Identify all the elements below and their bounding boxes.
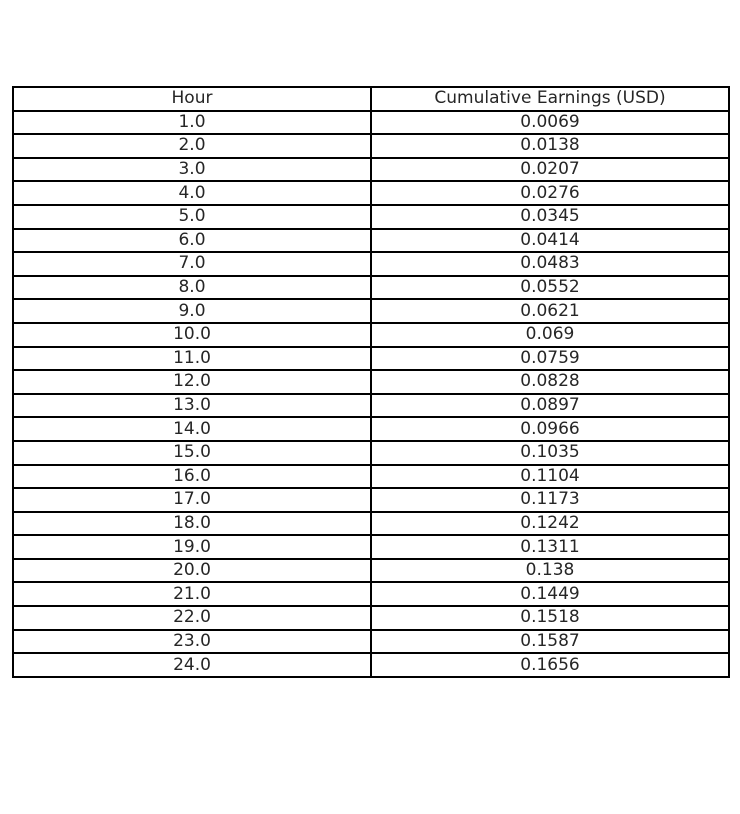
hour-cell: 13.0	[13, 394, 371, 418]
cumulative-earnings-cell: 0.0759	[371, 347, 729, 371]
cumulative-earnings-cell: 0.1449	[371, 582, 729, 606]
hour-cell: 16.0	[13, 465, 371, 489]
hour-cell: 24.0	[13, 653, 371, 677]
table-row	[13, 299, 729, 323]
table-header-row	[13, 87, 729, 111]
cumulative-earnings-cell: 0.1104	[371, 465, 729, 489]
cumulative-earnings-cell: 0.0207	[371, 158, 729, 182]
cumulative-earnings-cell: 0.0621	[371, 299, 729, 323]
hour-cell: 17.0	[13, 488, 371, 512]
hour-cell: 11.0	[13, 347, 371, 371]
cumulative-earnings-cell: 0.1242	[371, 512, 729, 536]
earnings-table	[12, 86, 730, 678]
table-row	[13, 276, 729, 300]
hour-cell: 1.0	[13, 111, 371, 135]
table-row	[13, 347, 729, 371]
cumulative-earnings-cell: 0.0966	[371, 417, 729, 441]
hour-cell: 4.0	[13, 181, 371, 205]
cumulative-earnings-cell: 0.1311	[371, 535, 729, 559]
cumulative-earnings-cell: 0.1656	[371, 653, 729, 677]
cumulative-earnings-cell: 0.1587	[371, 630, 729, 654]
table-row	[13, 606, 729, 630]
table-row	[13, 323, 729, 347]
column-header-cumulative-earnings: Cumulative Earnings (USD)	[371, 87, 729, 111]
table-row	[13, 512, 729, 536]
hour-cell: 8.0	[13, 276, 371, 300]
table-row	[13, 535, 729, 559]
cumulative-earnings-cell: 0.0897	[371, 394, 729, 418]
table-row	[13, 441, 729, 465]
cumulative-earnings-cell: 0.0345	[371, 205, 729, 229]
hour-cell: 14.0	[13, 417, 371, 441]
table-row	[13, 394, 729, 418]
hour-cell: 12.0	[13, 370, 371, 394]
table-row	[13, 370, 729, 394]
cumulative-earnings-cell: 0.0552	[371, 276, 729, 300]
cumulative-earnings-cell: 0.0414	[371, 229, 729, 253]
table-row	[13, 488, 729, 512]
table-row	[13, 229, 729, 253]
hour-cell: 7.0	[13, 252, 371, 276]
cumulative-earnings-cell: 0.0069	[371, 111, 729, 135]
table-row	[13, 111, 729, 135]
column-header-hour: Hour	[13, 87, 371, 111]
cumulative-earnings-cell: 0.1173	[371, 488, 729, 512]
cumulative-earnings-cell: 0.0276	[371, 181, 729, 205]
hour-cell: 21.0	[13, 582, 371, 606]
table-row	[13, 559, 729, 583]
table-row	[13, 205, 729, 229]
hour-cell: 2.0	[13, 134, 371, 158]
hour-cell: 23.0	[13, 630, 371, 654]
hour-cell: 3.0	[13, 158, 371, 182]
table-body	[13, 111, 729, 677]
table-row	[13, 181, 729, 205]
table-row	[13, 582, 729, 606]
cumulative-earnings-cell: 0.069	[371, 323, 729, 347]
cumulative-earnings-cell: 0.138	[371, 559, 729, 583]
table-row	[13, 134, 729, 158]
cumulative-earnings-cell: 0.0828	[371, 370, 729, 394]
hour-cell: 9.0	[13, 299, 371, 323]
cumulative-earnings-cell: 0.0483	[371, 252, 729, 276]
hour-cell: 20.0	[13, 559, 371, 583]
table-row	[13, 630, 729, 654]
hour-cell: 19.0	[13, 535, 371, 559]
cumulative-earnings-cell: 0.0138	[371, 134, 729, 158]
hour-cell: 22.0	[13, 606, 371, 630]
table-row	[13, 158, 729, 182]
cumulative-earnings-cell: 0.1035	[371, 441, 729, 465]
table-row	[13, 465, 729, 489]
hour-cell: 6.0	[13, 229, 371, 253]
hour-cell: 15.0	[13, 441, 371, 465]
table-row	[13, 417, 729, 441]
table-row	[13, 653, 729, 677]
hour-cell: 10.0	[13, 323, 371, 347]
table-row	[13, 252, 729, 276]
hour-cell: 5.0	[13, 205, 371, 229]
hour-cell: 18.0	[13, 512, 371, 536]
cumulative-earnings-cell: 0.1518	[371, 606, 729, 630]
